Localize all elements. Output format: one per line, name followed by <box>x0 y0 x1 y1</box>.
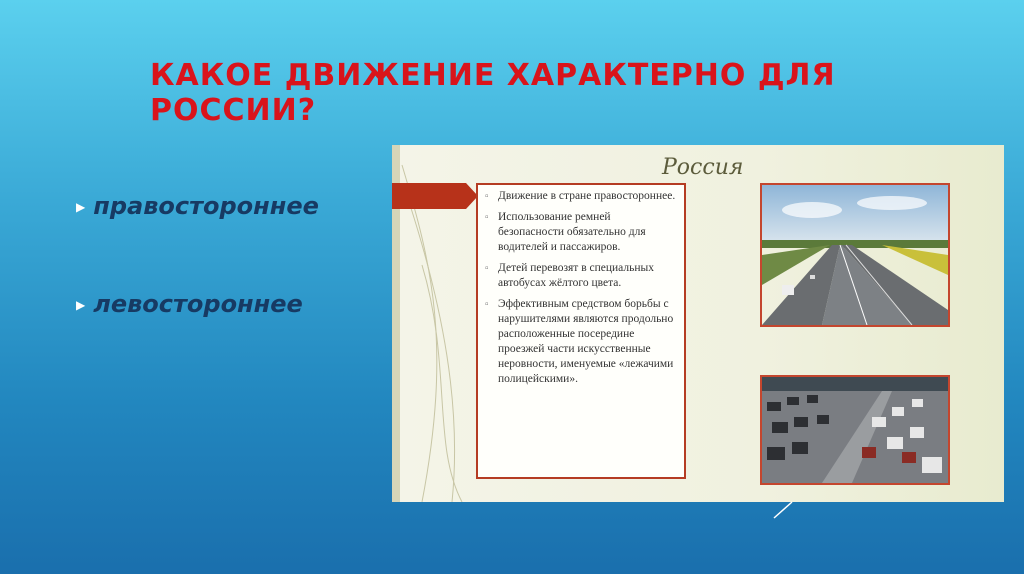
facts-textbox <box>476 183 686 479</box>
answer-option-2[interactable] <box>76 290 303 318</box>
slide-heading: Россия <box>662 155 744 180</box>
red-arrow-tab <box>392 183 466 209</box>
fact-item: ▫ Эффективным средством борьбы с нарушителями являются продольно расположенные посередине проезжей части искусственные неровности, именуемые «лежачими полицейскими». <box>498 297 678 387</box>
traffic-jam-photo <box>760 375 950 485</box>
bullet-arrow-icon: ▶ <box>76 200 86 214</box>
slide-title: КАКОЕ ДВИЖЕНИЕ ХАРАКТЕРНО ДЛЯ РОССИИ? <box>150 58 836 128</box>
answer-option-2-label: левостороннее <box>93 290 303 318</box>
answer-option-1-label: правостороннее <box>93 192 319 220</box>
bullet-arrow-icon: ▶ <box>76 298 86 312</box>
fact-item: ▫ Детей перевозят в специальных автобусах жёлтого цвета. <box>498 261 678 291</box>
answer-option-1[interactable] <box>76 192 319 220</box>
fact-item: ▫ Использование ремней безопасности обязательно для водителей и пассажиров. <box>498 210 678 255</box>
decorative-line-icon <box>772 500 796 520</box>
highway-photo <box>760 183 950 327</box>
embedded-slide <box>392 145 1004 502</box>
fact-item: ▫ Движение в стране правостороннее. <box>498 189 678 204</box>
